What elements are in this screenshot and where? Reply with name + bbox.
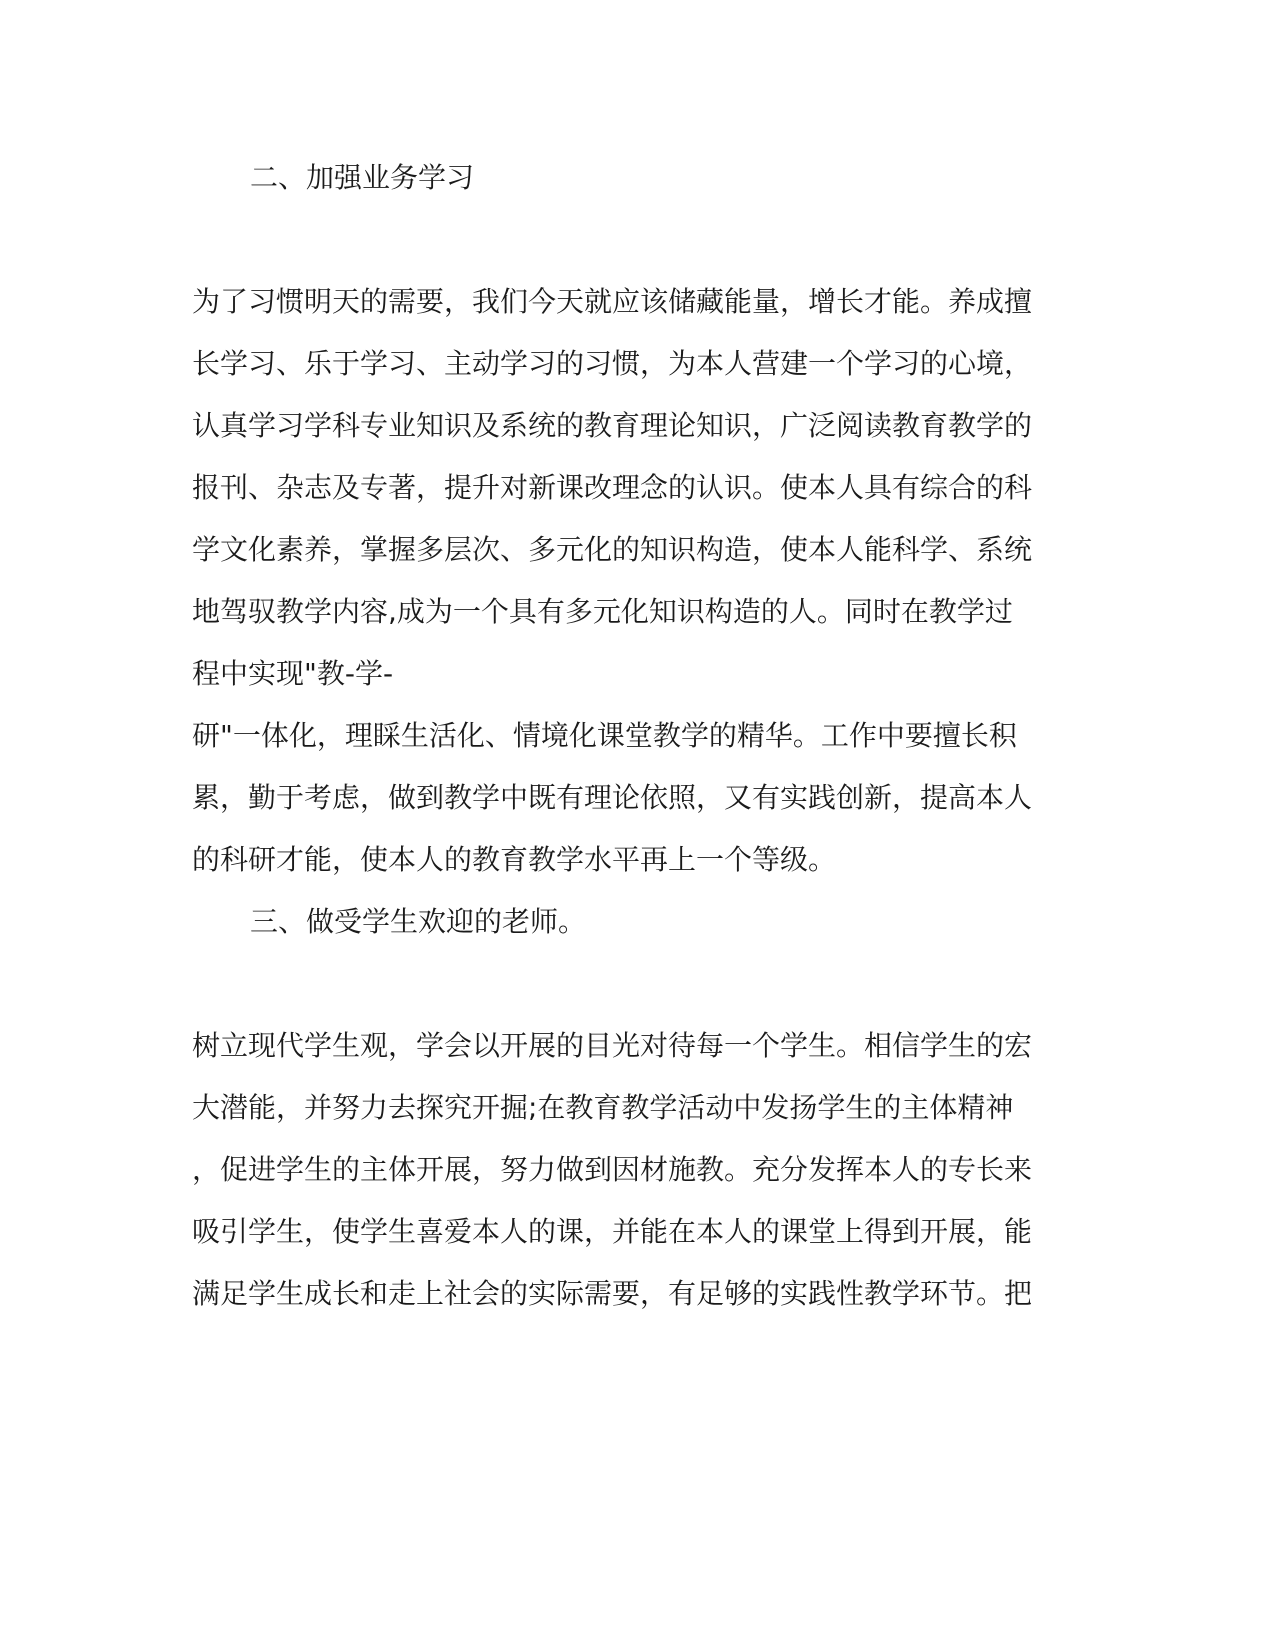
- paragraph-line: 吸引学生，使学生喜爱本人的课，并能在本人的课堂上得到开展，能: [192, 1215, 1033, 1248]
- paragraph-line: 累，勤于考虑，做到教学中既有理论依照，又有实践创新，提高本人: [192, 781, 1033, 814]
- paragraph-line: 报刊、杂志及专著，提升对新课改理念的认识。使本人具有综合的科: [192, 471, 1033, 504]
- paragraph-line: 研"一体化，理睬生活化、情境化课堂教学的精华。工作中要擅长积: [192, 719, 1017, 752]
- paragraph-line: 满足学生成长和走上社会的实际需要，有足够的实践性教学环节。把: [192, 1277, 1033, 1310]
- paragraph-line: 认真学习学科专业知识及系统的教育理论知识，广泛阅读教育教学的: [192, 409, 1033, 442]
- paragraph-line: 为了习惯明天的需要，我们今天就应该储藏能量，增长才能。养成擅: [192, 285, 1033, 318]
- paragraph-line: 大潜能，并努力去探究开掘;在教育教学活动中发扬学生的主体精神: [192, 1091, 1014, 1124]
- paragraph-line: 程中实现"教-学-: [192, 657, 394, 690]
- paragraph-line: 地驾驭教学内容,成为一个具有多元化知识构造的人。同时在教学过: [192, 595, 1013, 628]
- section-2-heading: 二、加强业务学习: [250, 161, 475, 194]
- section-3-heading: 三、做受学生欢迎的老师。: [250, 905, 587, 938]
- paragraph-line: 的科研才能，使本人的教育教学水平再上一个等级。: [192, 843, 837, 876]
- paragraph-line: ，促进学生的主体开展，努力做到因材施教。充分发挥本人的专长来: [192, 1153, 1033, 1186]
- paragraph-line: 长学习、乐于学习、主动学习的习惯，为本人营建一个学习的心境，: [192, 347, 1033, 380]
- paragraph-line: 树立现代学生观，学会以开展的目光对待每一个学生。相信学生的宏: [192, 1029, 1033, 1062]
- paragraph-line: 学文化素养，掌握多层次、多元化的知识构造，使本人能科学、系统: [192, 533, 1033, 566]
